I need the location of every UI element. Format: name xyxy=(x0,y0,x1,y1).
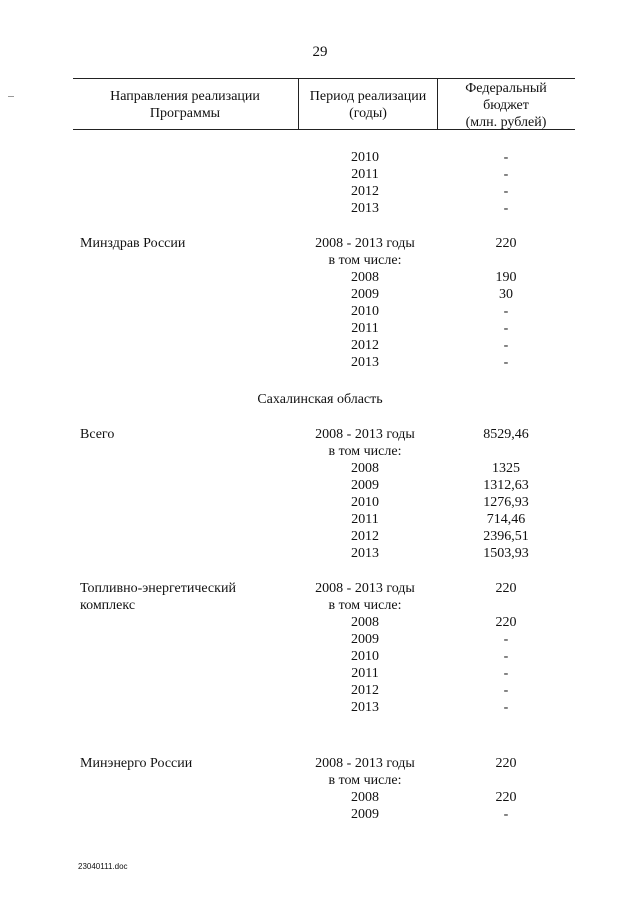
period-cell: 2008 xyxy=(351,790,379,805)
budget-cell: 220 xyxy=(495,790,517,805)
header-budget-line: бюджет xyxy=(483,98,529,113)
period-cell: 2008 xyxy=(351,615,379,630)
budget-cell: - xyxy=(503,649,509,664)
budget-cell: - xyxy=(503,304,509,319)
period-cell: в том числе: xyxy=(328,444,402,459)
budget-cell: - xyxy=(503,700,509,715)
budget-cell: - xyxy=(503,632,509,647)
period-cell: 2009 xyxy=(351,632,379,647)
section-title: Сахалинская область xyxy=(257,392,383,407)
column-divider-2 xyxy=(437,79,438,129)
header-period-line: (годы) xyxy=(349,106,387,121)
period-cell: 2012 xyxy=(351,683,379,698)
budget-cell: 1503,93 xyxy=(483,546,529,561)
period-cell: 2010 xyxy=(351,150,379,165)
period-cell: 2009 xyxy=(351,478,379,493)
period-cell: 2010 xyxy=(351,649,379,664)
period-cell: 2013 xyxy=(351,355,379,370)
budget-cell: 2396,51 xyxy=(483,529,529,544)
budget-cell: 1312,63 xyxy=(483,478,529,493)
budget-cell: 8529,46 xyxy=(483,427,529,442)
budget-cell: - xyxy=(503,355,509,370)
period-cell: 2008 - 2013 годы xyxy=(315,581,415,596)
direction-name: комплекс xyxy=(80,598,136,613)
period-cell: 2008 - 2013 годы xyxy=(315,427,415,442)
period-cell: в том числе: xyxy=(328,773,402,788)
period-cell: 2009 xyxy=(351,807,379,822)
period-cell: 2008 xyxy=(351,461,379,476)
budget-cell: 1276,93 xyxy=(483,495,529,510)
direction-name: Минздрав России xyxy=(80,236,186,251)
period-cell: 2012 xyxy=(351,184,379,199)
period-cell: 2011 xyxy=(351,666,379,681)
direction-name: Минэнерго России xyxy=(80,756,193,771)
budget-cell: 190 xyxy=(495,270,517,285)
period-cell: 2008 xyxy=(351,270,379,285)
period-cell: 2011 xyxy=(351,512,379,527)
budget-cell: - xyxy=(503,338,509,353)
period-cell: в том числе: xyxy=(328,253,402,268)
header-budget xyxy=(440,80,572,131)
period-cell: 2008 - 2013 годы xyxy=(315,756,415,771)
budget-cell: - xyxy=(503,184,509,199)
margin-mark xyxy=(8,96,14,97)
header-period-line: Период реализации xyxy=(309,89,427,104)
budget-cell: 220 xyxy=(495,615,517,630)
budget-cell: 1325 xyxy=(492,461,520,476)
header-directions-line: Программы xyxy=(149,106,221,121)
direction-name: Топливно-энергетический xyxy=(80,581,236,596)
budget-cell: 220 xyxy=(495,756,517,771)
budget-cell: 220 xyxy=(495,236,517,251)
page-number: 29 xyxy=(312,44,328,60)
header-directions-line: Направления реализации xyxy=(110,89,260,104)
period-cell: 2012 xyxy=(351,338,379,353)
period-cell: 2008 - 2013 годы xyxy=(315,236,415,251)
header-period xyxy=(300,88,436,122)
column-divider-1 xyxy=(298,79,299,129)
period-cell: 2013 xyxy=(351,201,379,216)
budget-cell: 30 xyxy=(499,287,513,302)
period-cell: 2013 xyxy=(351,546,379,561)
header-budget-line: Федеральный xyxy=(465,81,547,96)
budget-cell: - xyxy=(503,666,509,681)
budget-cell: 220 xyxy=(495,581,517,596)
budget-cell: 714,46 xyxy=(486,512,526,527)
header-directions xyxy=(80,88,290,122)
period-cell: 2013 xyxy=(351,700,379,715)
period-cell: 2012 xyxy=(351,529,379,544)
budget-cell: - xyxy=(503,201,509,216)
period-cell: 2011 xyxy=(351,167,379,182)
footer-filename: 23040111.doc xyxy=(78,862,128,871)
budget-cell: - xyxy=(503,167,509,182)
period-cell: 2009 xyxy=(351,287,379,302)
budget-cell: - xyxy=(503,683,509,698)
header-budget-line: (млн. рублей) xyxy=(465,115,547,130)
period-cell: 2011 xyxy=(351,321,379,336)
budget-cell: - xyxy=(503,150,509,165)
table-top-rule xyxy=(73,78,575,79)
period-cell: в том числе: xyxy=(328,598,402,613)
budget-cell: - xyxy=(503,807,509,822)
period-cell: 2010 xyxy=(351,495,379,510)
budget-cell: - xyxy=(503,321,509,336)
direction-name: Всего xyxy=(80,427,115,442)
period-cell: 2010 xyxy=(351,304,379,319)
